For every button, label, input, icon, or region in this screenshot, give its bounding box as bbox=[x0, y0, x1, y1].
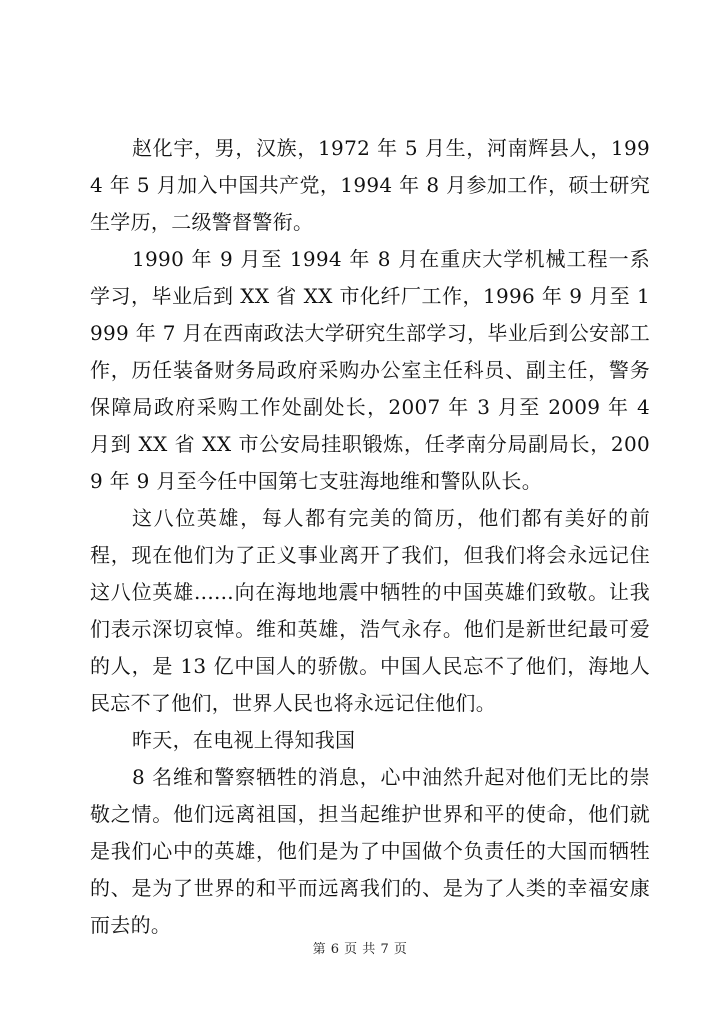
paragraph-yesterday: 昨天，在电视上得知我国 bbox=[132, 728, 356, 752]
paragraph-sacrifice: 8 名维和警察牺牲的消息，心中油然升起对他们无比的崇敬之情。他们远离祖国，担当起维护世界和平的使命，他们就是我们心中的英雄，他们是为了中国做个负责任的大国而牺牲的、是为了世界的和平而远离我们的、是为了人类的幸福安康而去的。 bbox=[90, 765, 650, 937]
paragraph-biography: 赵化宇，男，汉族，1972 年 5 月生，河南辉县人，1994 年 5 月加入中国共产党，1994 年 8 月参加工作，硕士研究生学历，二级警督警衔。 bbox=[90, 136, 650, 234]
paragraph-career: 1990 年 9 月至 1994 年 8 月在重庆大学机械工程一系学习，毕业后到 XX 省 XX 市化纤厂工作，1996 年 9 月至 1999 年 7 月在西南政法大学研究生部学习，毕业后到公安部工作，历任装备财务局政府采购办公室主任科员、副主任，警务保障局政府采购工作处副处长，2007 年 3 月至 2009 年 4 月到 XX 省 XX 市公安局挂职锻炼，任孝南分局副局长，2009 年 9 月至今任中国第七支驻海地维和警队队长。 bbox=[90, 247, 650, 493]
paragraph-tribute: 这八位英雄，每人都有完美的简历，他们都有美好的前程，现在他们为了正义事业离开了我们，但我们将会永远记住这八位英雄......向在海地地震中牺牲的中国英雄们致敬。让我们表示深切哀悼。维和英雄，浩气永存。他们是新世纪最可爱的人，是 13 亿中国人的骄傲。中国人民忘不了他们，海地人民忘不了他们，世界人民也将永远记住他们。 bbox=[90, 506, 650, 715]
document-body bbox=[90, 130, 650, 944]
page-number-footer: 第 6 页 共 7 页 bbox=[312, 942, 408, 957]
